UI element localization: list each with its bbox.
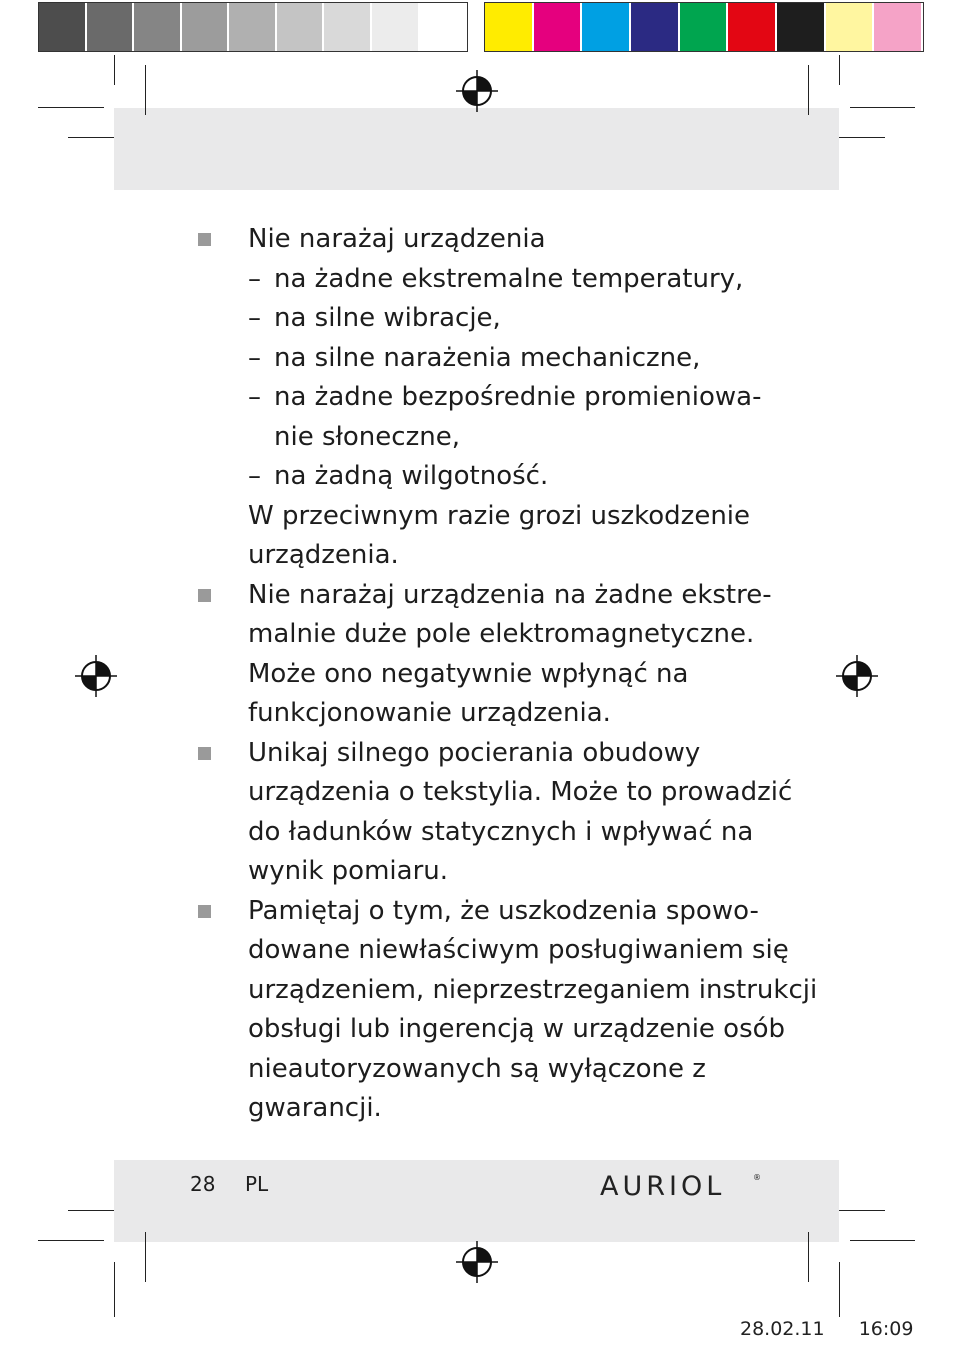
safety-instructions xyxy=(196,220,818,1129)
dash-marker: – xyxy=(248,461,261,491)
brand-name: AURIOL xyxy=(600,1171,726,1202)
color-swatch xyxy=(728,3,777,51)
page-number: 28 xyxy=(190,1172,216,1196)
instruction-text: Nie narażaj urządzenia na żadne ekstre- xyxy=(248,579,772,610)
square-bullet-icon xyxy=(198,589,211,602)
grey-swatch xyxy=(420,3,468,51)
sub-item xyxy=(248,457,776,497)
print-stamp xyxy=(740,1318,913,1340)
sub-item xyxy=(248,299,776,339)
sub-item xyxy=(248,260,776,300)
instruction-text: do ładunków statycznych i wpływać na xyxy=(248,816,754,847)
instruction-text: Unikaj silnego pocierania obudowy xyxy=(248,737,701,768)
header-panel xyxy=(114,108,839,190)
color-swatch xyxy=(874,3,923,51)
instruction-text: obsługi lub ingerencją w urządzenie osób xyxy=(248,1014,786,1044)
instruction-text: gwarancji. xyxy=(248,1093,382,1123)
grey-scale-bar xyxy=(38,2,468,52)
color-swatch xyxy=(582,3,631,51)
sub-item xyxy=(248,378,776,457)
dash-marker: – xyxy=(248,303,261,333)
grey-swatch xyxy=(324,3,372,51)
instruction-text: Może ono negatywnie wpłynąć na xyxy=(248,658,689,689)
instruction-item xyxy=(196,734,793,892)
dash-marker: – xyxy=(248,342,261,373)
grey-swatch xyxy=(229,3,277,51)
instruction-item xyxy=(196,576,776,734)
registration-mark-top xyxy=(456,70,498,112)
instruction-text: nieautoryzowanych są wyłączone z xyxy=(248,1053,706,1084)
grey-swatch xyxy=(372,3,420,51)
auriol-logo xyxy=(600,1166,760,1202)
sub-item xyxy=(248,339,776,379)
sub-item-text: nie słoneczne, xyxy=(274,421,460,452)
sub-item-text: na żadne ekstremalne temperatury, xyxy=(274,263,744,294)
grey-swatch xyxy=(277,3,325,51)
dash-marker: – xyxy=(248,382,261,412)
instruction-text: wynik pomiaru. xyxy=(248,856,449,886)
instruction-item xyxy=(196,220,776,576)
print-date: 28.02.11 xyxy=(740,1318,825,1340)
sub-item-text: na żadną wilgotność. xyxy=(274,461,549,491)
instruction-item xyxy=(196,892,818,1129)
grey-swatch xyxy=(134,3,182,51)
instruction-text: Nie narażaj urządzenia xyxy=(248,224,546,254)
grey-swatch xyxy=(87,3,135,51)
instruction-text: dowane niewłaściwym posługiwaniem się xyxy=(248,935,789,965)
trademark-symbol: ® xyxy=(753,1173,761,1182)
color-swatch xyxy=(631,3,680,51)
instruction-text: urządzenia o tekstylia. Może to prowadzić xyxy=(248,777,793,807)
print-time: 16:09 xyxy=(858,1318,914,1340)
registration-mark-bottom xyxy=(456,1241,498,1283)
registration-mark-right xyxy=(836,655,878,697)
sub-item-text: na silne wibracje, xyxy=(274,303,501,333)
grey-swatch xyxy=(182,3,230,51)
color-swatch xyxy=(826,3,875,51)
sub-item-text: na żadne bezpośrednie promieniowa- xyxy=(274,382,762,412)
registration-mark-left xyxy=(75,655,117,697)
instruction-text: Pamiętaj o tym, że uszkodzenia spowo- xyxy=(248,895,759,926)
instruction-text: malnie duże pole elektromagnetyczne. xyxy=(248,619,755,649)
language-code: PL xyxy=(245,1172,269,1196)
instruction-text: urządzeniem, nieprzestrzeganiem instrukcji xyxy=(248,974,818,1005)
color-swatch xyxy=(777,3,826,51)
sub-item-text: na silne narażenia mechaniczne, xyxy=(274,342,701,373)
square-bullet-icon xyxy=(198,747,211,760)
process-color-bar xyxy=(484,2,924,52)
color-swatch xyxy=(485,3,534,51)
color-swatch xyxy=(680,3,729,51)
instruction-text: W przeciwnym razie grozi uszkodzenie xyxy=(248,500,751,531)
instruction-text: urządzenia. xyxy=(248,540,399,570)
grey-swatch xyxy=(39,3,87,51)
instruction-text: funkcjonowanie urządzenia. xyxy=(248,698,611,728)
square-bullet-icon xyxy=(198,905,211,918)
color-swatch xyxy=(534,3,583,51)
dash-marker: – xyxy=(248,263,261,294)
square-bullet-icon xyxy=(198,233,211,246)
